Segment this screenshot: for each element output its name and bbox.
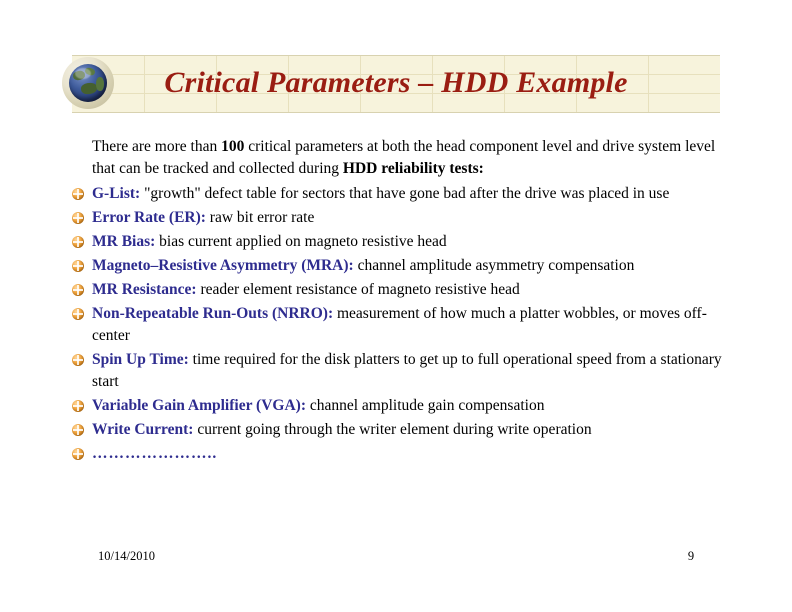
intro-mid: critical parameters at both the head component level and drive system level that can be tracked and collected during (92, 138, 716, 177)
list-item-text: current going through the writer element during write operation (193, 421, 592, 438)
trailing-dots: ………………….. (92, 445, 218, 462)
list-item (72, 395, 732, 417)
list-item-text: reader element resistance of magneto resistive head (196, 281, 520, 298)
list-item-term: MR Bias: (92, 233, 156, 250)
list-item (72, 349, 732, 393)
list-item-text: channel amplitude gain compensation (305, 397, 545, 414)
bullet-gear-icon (72, 260, 84, 272)
bullet-gear-icon (72, 448, 84, 460)
footer-page-number: 9 (687, 549, 695, 563)
slide-body (72, 136, 732, 465)
list-item-term: Error Rate (ER): (92, 209, 206, 226)
intro-paragraph (72, 136, 732, 180)
list-item-term: Write Current: (92, 421, 194, 438)
list-item (72, 279, 732, 301)
list-item (72, 255, 732, 277)
intro-bold-count: 100 (221, 138, 245, 155)
list-item-term: G-List: (92, 185, 141, 202)
bullet-gear-icon (72, 284, 84, 296)
intro-bold-tests: HDD reliability tests: (342, 160, 484, 177)
list-item-term: Non-Repeatable Run-Outs (NRRO): (92, 305, 334, 322)
footer-date: 10/14/2010 (98, 549, 155, 563)
list-item-term: Variable Gain Amplifier (VGA): (92, 397, 306, 414)
bullet-gear-icon (72, 212, 84, 224)
list-item-text: bias current applied on magneto resistive head (155, 233, 447, 250)
list-item (72, 303, 732, 347)
list-item (72, 207, 732, 229)
page-title: Critical Parameters – HDD Example (164, 66, 628, 99)
bullet-gear-icon (72, 236, 84, 248)
list-item-text: "growth" defect table for sectors that have gone bad after the drive was placed in use (140, 185, 670, 202)
list-item (72, 443, 732, 465)
bullet-gear-icon (72, 188, 84, 200)
list-item (72, 419, 732, 441)
list-item (72, 231, 732, 253)
list-item (72, 183, 732, 205)
list-item-text: raw bit error rate (205, 209, 315, 226)
bullet-gear-icon (72, 354, 84, 366)
list-item-text: time required for the disk platters to get up to full operational speed from a stationary start (92, 351, 722, 390)
list-item-text: measurement of how much a platter wobbles, or moves off-center (92, 305, 707, 344)
intro-pre: There are more than (92, 138, 222, 155)
bullet-gear-icon (72, 308, 84, 320)
list-item-term: Magneto–Resistive Asymmetry (MRA): (92, 257, 354, 274)
list-item-text: channel amplitude asymmetry compensation (353, 257, 635, 274)
bullet-gear-icon (72, 400, 84, 412)
list-item-term: MR Resistance: (92, 281, 197, 298)
bullet-gear-icon (72, 424, 84, 436)
list-item-term: Spin Up Time: (92, 351, 189, 368)
